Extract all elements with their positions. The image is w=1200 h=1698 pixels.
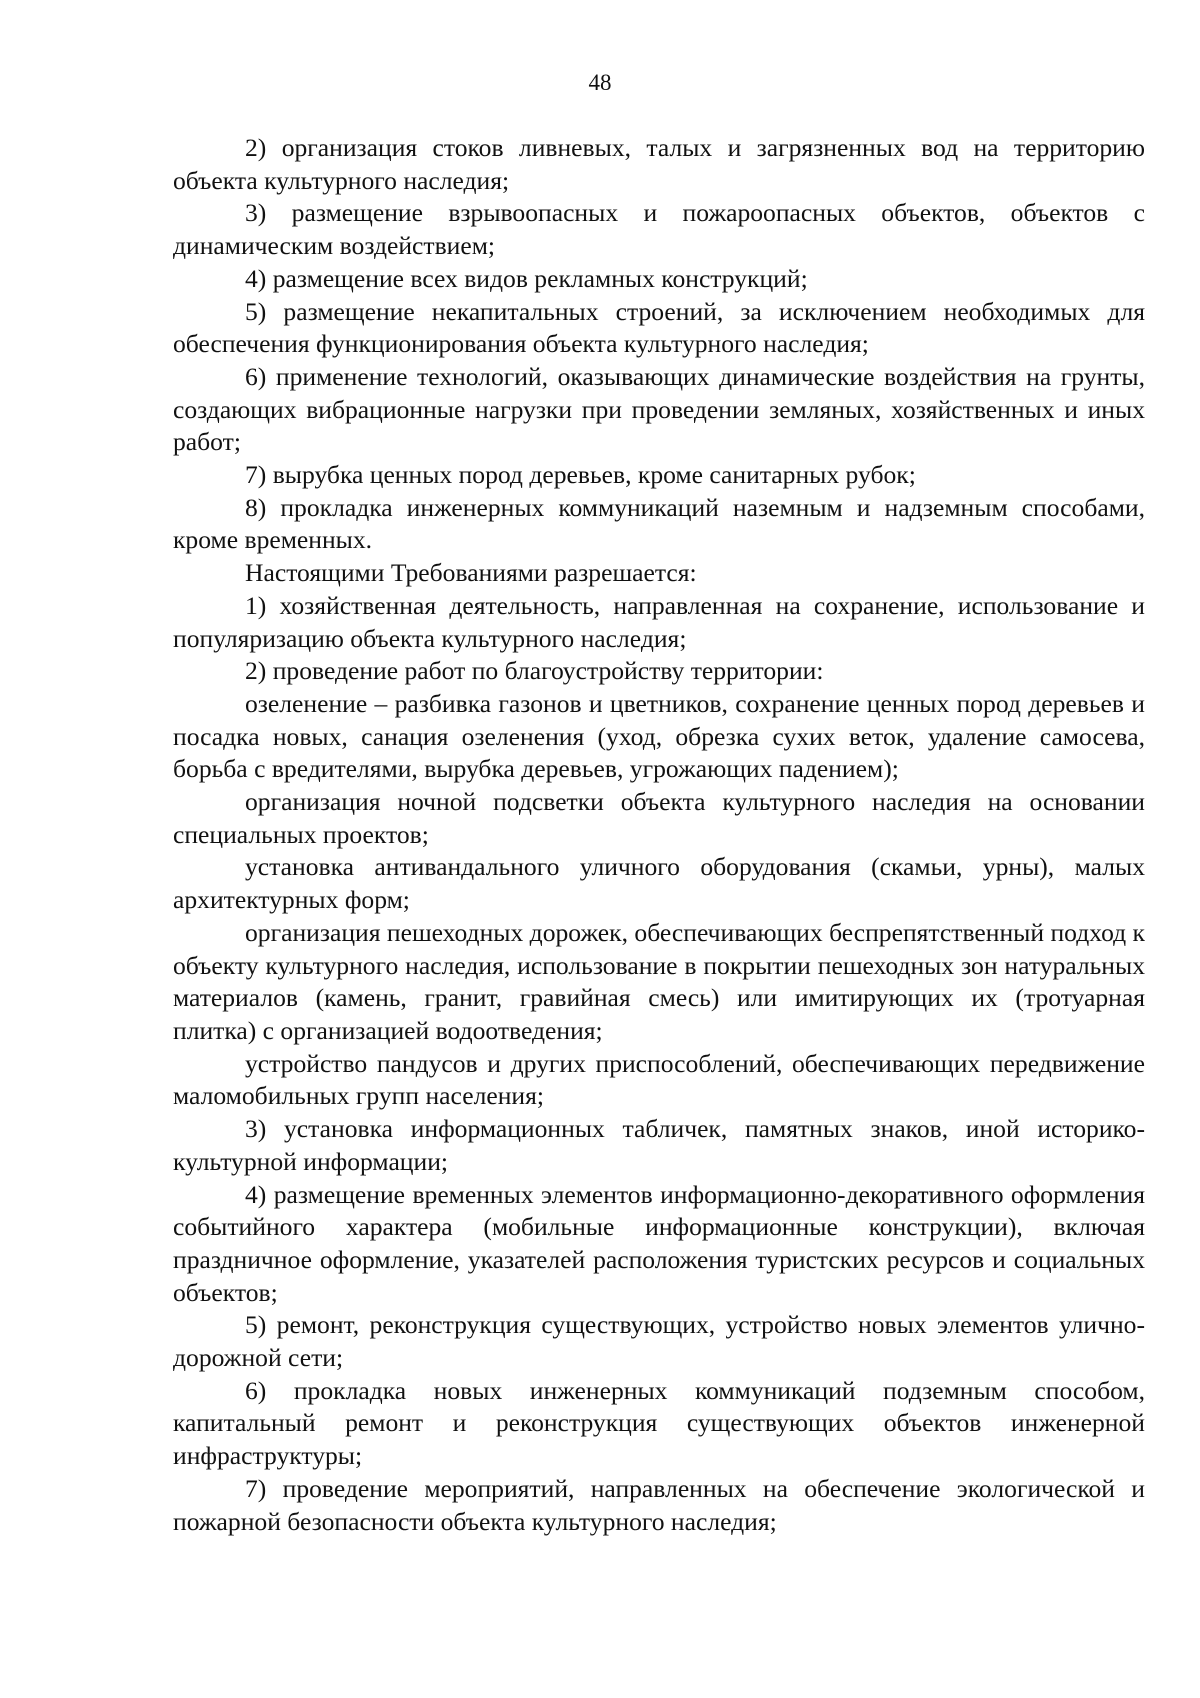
paragraph: 7) проведение мероприятий, направленных на обеспечение экологической и пожарной безопасности объекта культурного наследия; (173, 1473, 1145, 1536)
paragraph: 2) проведение работ по благоустройству территории: (245, 656, 824, 686)
paragraph: 4) размещение временных элементов информационно-декоративного оформления событийного характера (мобильные информационные конструкции), включая праздничное оформление, указателей расположения туристских ресурсов и социальных объектов; (173, 1179, 1145, 1307)
paragraph: организация ночной подсветки объекта культурного наследия на основании специальных проектов; (173, 787, 1145, 849)
paragraph: 7) вырубка ценных пород деревьев, кроме санитарных рубок; (245, 460, 916, 490)
paragraph: 3) установка информационных табличек, памятных знаков, иной историко-культурной информации; (173, 1114, 1145, 1176)
paragraph: 5) ремонт, реконструкция существующих, устройство новых элементов улично-дорожной сети; (173, 1310, 1145, 1373)
paragraph: установка антивандального уличного оборудования (скамьи, урны), малых архитектурных форм; (173, 852, 1145, 915)
paragraph: организация пешеходных дорожек, обеспечивающих беспрепятственный подход к объекту культурного наследия, использование в покрытии пешеходных зон натуральных материалов (камень, гранит, гравийная смесь) или имитирующих их (тротуарная плитка) с организацией водоотведения; (173, 917, 1145, 1045)
document-body (173, 132, 1145, 1538)
paragraph: 1) хозяйственная деятельность, направленная на сохранение, использование и популяризацию объекта культурного наследия; (173, 590, 1145, 653)
paragraph: 3) размещение взрывоопасных и пожароопасных объектов, объектов с динамическим воздействием; (173, 198, 1145, 261)
paragraph: 8) прокладка инженерных коммуникаций наземным и надземным способами, кроме временных. (173, 492, 1145, 555)
paragraph: 6) применение технологий, оказывающих динамические воздействия на грунты, создающих вибрационные нагрузки при проведении земляных, хозяйственных и иных работ; (173, 361, 1145, 457)
paragraph: Настоящими Требованиями разрешается: (245, 558, 697, 588)
paragraph: 2) организация стоков ливневых, талых и загрязненных вод на территорию объекта культурного наследия; (173, 133, 1145, 195)
paragraph: 6) прокладка новых инженерных коммуникаций подземным способом, капитальный ремонт и реконструкция существующих объектов инженерной инфраструктуры; (173, 1375, 1145, 1471)
paragraph: 5) размещение некапитальных строений, за исключением необходимых для обеспечения функционирования объекта культурного наследия; (173, 296, 1145, 359)
paragraph: устройство пандусов и других приспособлений, обеспечивающих передвижение маломобильных групп населения; (173, 1048, 1145, 1111)
paragraph: озеленение – разбивка газонов и цветников, сохранение ценных пород деревьев и посадка новых, санация озеленения (уход, обрезка сухих веток, удаление самосева, борьба с вредителями, вырубка деревьев, угрожающих падением); (173, 688, 1145, 784)
paragraph: 4) размещение всех видов рекламных конструкций; (245, 263, 808, 293)
page-number: 48 (588, 70, 612, 95)
